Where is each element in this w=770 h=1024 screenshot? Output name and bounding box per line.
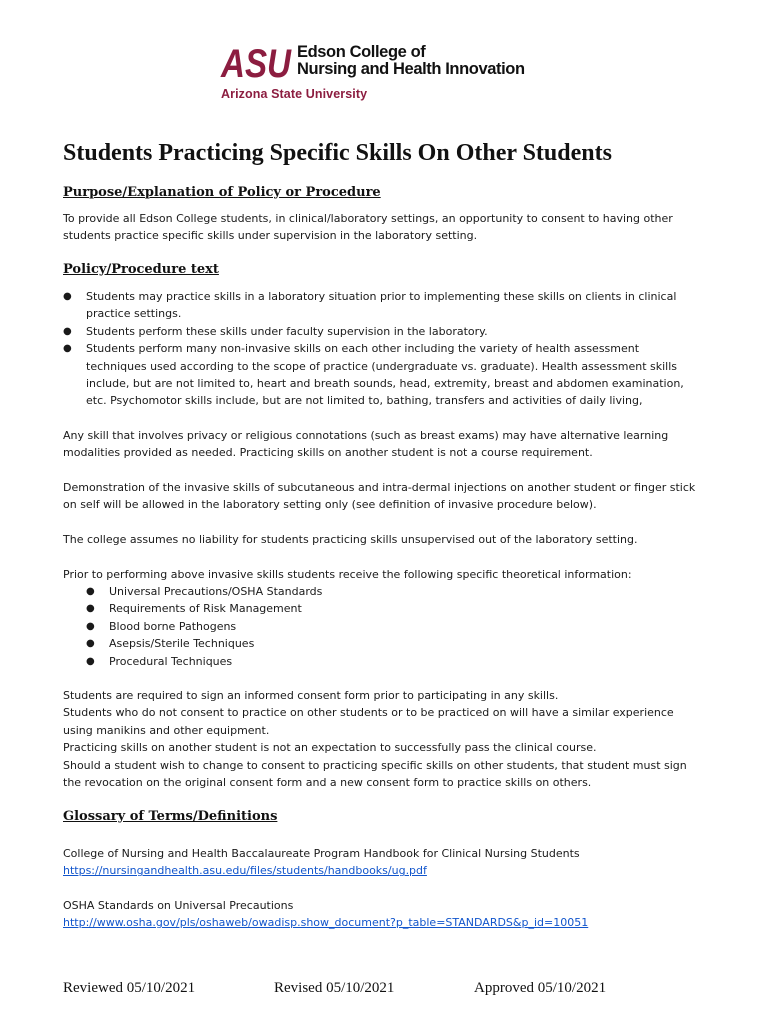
svg-text:ASU: ASU	[220, 42, 292, 86]
text-line: Any skill that involves privacy or religious connotations (such as breast exams) may have alternative learning	[63, 429, 669, 442]
bullet-icon: ●	[86, 638, 95, 650]
osha-link[interactable]: http://www.osha.gov/pls/oshaweb/owadisp.show_document?p_table=STANDARDS&p_id=10051	[63, 916, 589, 930]
text-line: Prior to performing above invasive skills students receive the following specific theoretical information:	[63, 568, 632, 581]
handbook-link[interactable]: https://nursingandhealth.asu.edu/files/students/handbooks/ug.pdf	[63, 864, 427, 878]
liability-paragraph	[63, 531, 713, 548]
text-line: on self will be allowed in the laboratory setting only (see definition of invasive procedure below).	[63, 498, 597, 512]
asu-logo	[221, 44, 561, 104]
list-item	[63, 288, 713, 323]
college-name-line1: Edson College of	[297, 43, 426, 61]
text-line: Students perform these skills under faculty supervision in the laboratory.	[86, 324, 488, 338]
glossary-heading: Glossary of Terms/Definitions	[63, 809, 278, 824]
theory-list	[86, 583, 322, 670]
purpose-heading: Purpose/Explanation of Policy or Procedure	[63, 185, 381, 200]
reference-label: OSHA Standards on Universal Precautions	[63, 899, 294, 912]
page-title: Students Practicing Specific Skills On Other Students	[63, 140, 612, 166]
bullet-icon: ●	[63, 291, 72, 302]
purpose-text	[63, 210, 713, 245]
text-line: the revocation on the original consent form and a new consent form to practice skills on others.	[63, 776, 592, 790]
text-line: etc. Psychomotor skills include, but are not limited to, bathing, transfers and activities of daily living,	[86, 394, 643, 408]
footer-approved: Approved 05/10/2021	[474, 980, 607, 996]
bullet-icon: ●	[86, 655, 95, 667]
footer-reviewed: Reviewed 05/10/2021	[63, 980, 196, 996]
list-item-label: Universal Precautions/OSHA Standards	[109, 585, 323, 598]
text-line: practice settings.	[86, 307, 182, 321]
text-line: Students may practice skills in a laboratory situation prior to implementing these skills on clients in clinical	[86, 290, 677, 303]
bullet-icon: ●	[86, 586, 95, 597]
list-item	[86, 600, 322, 617]
text-line: Should a student wish to change to consent to practicing specific skills on other students, that student must sign	[63, 758, 687, 772]
text-line: Demonstration of the invasive skills of subcutaneous and intra-dermal injections on another student or finger stick	[63, 481, 696, 494]
bullet-icon: ●	[63, 343, 72, 355]
text-line: techniques used according to the scope of practice (undergraduate vs. graduate). Health assessment skills	[86, 359, 678, 373]
footer-revised: Revised 05/10/2021	[274, 980, 395, 996]
college-name	[297, 44, 525, 78]
text-line: Students who do not consent to practice on other students or to be practiced on will have a similar experience	[63, 706, 674, 720]
list-item	[86, 618, 322, 635]
list-item	[63, 340, 713, 410]
college-name-line2: Nursing and Health Innovation	[297, 60, 525, 78]
text-line: include, but are not limited to, heart and breath sounds, head, extremity, breast and abdomen examination,	[86, 377, 684, 391]
reference-label: College of Nursing and Health Baccalaureate Program Handbook for Clinical Nursing Students	[63, 847, 580, 860]
text-line: The college assumes no liability for students practicing skills unsupervised out of the laboratory setting.	[63, 533, 638, 546]
list-item	[86, 653, 322, 670]
text-line: Students perform many non-invasive skills on each other including the variety of health assessment	[86, 342, 640, 356]
policy-bullet-list	[63, 288, 713, 410]
list-item-label: Procedural Techniques	[109, 654, 233, 668]
text-line: using manikins and other equipment.	[63, 723, 270, 737]
glossary-ref-osha	[63, 897, 713, 932]
text-line: To provide all Edson College students, in clinical/laboratory settings, an opportunity to consent to having other	[63, 212, 673, 225]
text-line: Students are required to sign an informed consent form prior to participating in any skills.	[63, 689, 559, 702]
list-item	[86, 635, 322, 652]
invasive-skills-paragraph	[63, 479, 713, 514]
text-line: students practice specific skills under supervision in the laboratory setting.	[63, 229, 478, 243]
consent-paragraph	[63, 687, 713, 791]
asu-logo-mark	[220, 42, 293, 86]
text-line: modalities provided as needed. Practicing skills on another student is not a course requirement.	[63, 446, 593, 460]
bullet-icon: ●	[63, 325, 72, 337]
policy-heading: Policy/Procedure text	[63, 262, 219, 277]
privacy-paragraph	[63, 427, 713, 462]
bullet-icon: ●	[86, 603, 95, 615]
university-name: Arizona State University	[221, 87, 368, 101]
list-item-label: Requirements of Risk Management	[109, 602, 302, 616]
list-item-label: Blood borne Pathogens	[109, 619, 237, 633]
list-item	[63, 323, 713, 340]
list-item	[86, 583, 322, 600]
bullet-icon: ●	[86, 620, 95, 632]
text-line: Practicing skills on another student is not an expectation to successfully pass the clinical course.	[63, 741, 597, 755]
theory-intro	[63, 566, 713, 583]
list-item-label: Asepsis/Sterile Techniques	[109, 637, 255, 651]
glossary-ref-handbook	[63, 845, 713, 880]
